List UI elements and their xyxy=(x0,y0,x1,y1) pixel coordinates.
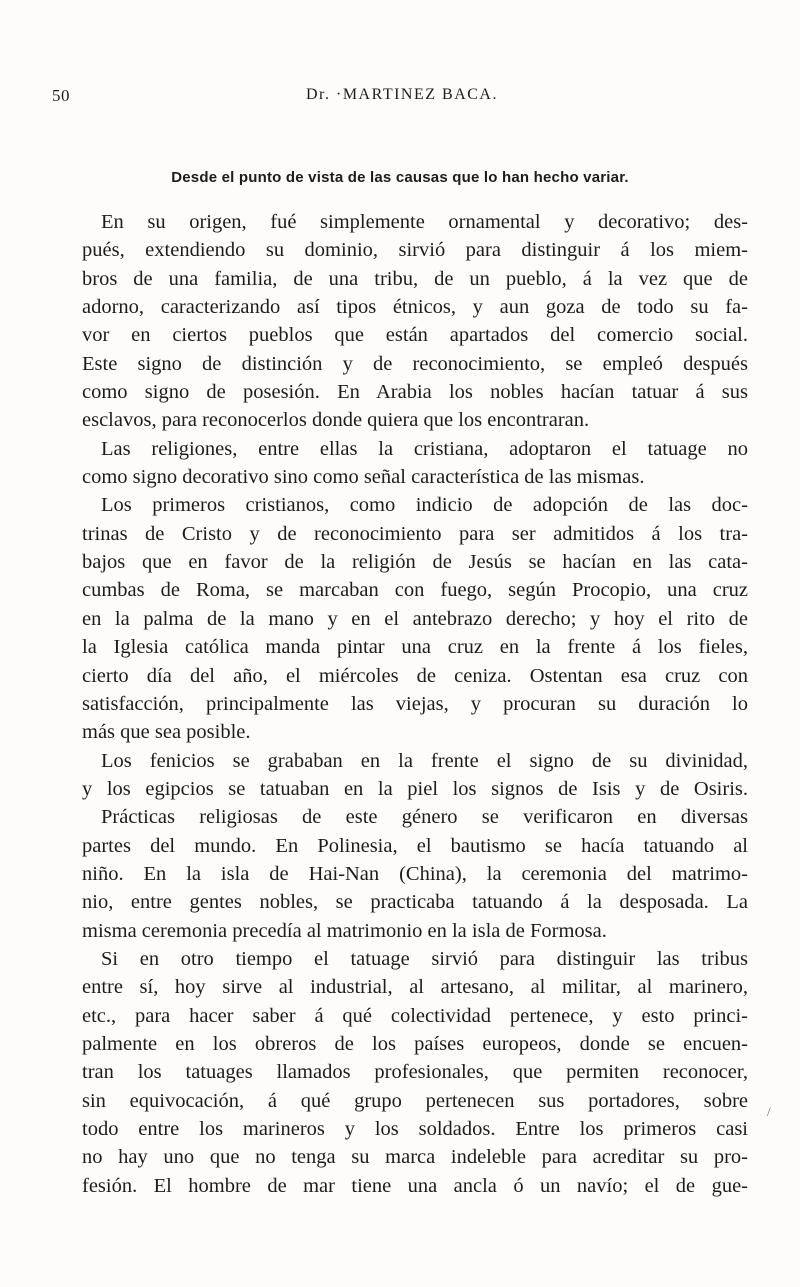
text-line: más que sea posible. xyxy=(82,721,251,744)
text-line: bajos que en favor de la religión de Jesús se hacían en las cata- xyxy=(82,551,748,574)
running-head: Dr. ·MARTINEZ BACA. xyxy=(306,86,498,103)
text-line: cumbas de Roma, se marcaban con fuego, según Procopio, una cruz xyxy=(82,579,748,602)
body-text xyxy=(82,208,748,1200)
text-line: como signo de posesión. En Arabia los nobles hacían tatuar á sus xyxy=(82,381,748,404)
text-line: esclavos, para reconocerlos donde quiera que los encontraran. xyxy=(82,409,590,432)
text-line: como signo decorativo sino como señal característica de las mismas. xyxy=(82,466,645,489)
text-line: misma ceremonia precedía al matrimonio en la isla de Formosa. xyxy=(82,919,607,942)
text-line: trinas de Cristo y de reconocimiento para ser admitidos á los tra- xyxy=(82,522,748,545)
text-line: niño. En la isla de Hai-Nan (China), la ceremonia del matrimo- xyxy=(82,862,748,885)
page-header xyxy=(52,86,752,114)
text-line: Los primeros cristianos, como indicio de adopción de las doc- xyxy=(101,494,748,517)
text-line: la Iglesia católica manda pintar una cruz en la frente á los fieles, xyxy=(82,636,748,659)
text-line: y los egipcios se tatuaban en la piel los signos de Isis y de Osiris. xyxy=(82,777,748,800)
text-line: tran los tatuages llamados profesionales, que permiten reconocer, xyxy=(82,1061,748,1084)
text-line: Prácticas religiosas de este género se verificaron en diversas xyxy=(101,806,748,829)
margin-mark: / xyxy=(767,1104,771,1119)
text-line: fesión. El hombre de mar tiene una ancla ó un navío; el de gue- xyxy=(82,1174,748,1197)
text-line: Este signo de distinción y de reconocimiento, se empleó después xyxy=(82,352,748,375)
text-line: Las religiones, entre ellas la cristiana, adoptaron el tatuage no xyxy=(101,437,748,460)
text-line: vor en ciertos pueblos que están apartados del comercio social. xyxy=(82,324,748,347)
text-line: bros de una familia, de una tribu, de un pueblo, á la vez que de xyxy=(82,267,748,290)
text-line: en la palma de la mano y en el antebrazo derecho; y hoy el rito de xyxy=(82,607,748,630)
text-line: no hay uno que no tenga su marca indeleble para acreditar su pro- xyxy=(82,1146,748,1169)
text-line: sin equivocación, á qué grupo pertenecen sus portadores, sobre xyxy=(82,1089,748,1112)
text-line: pués, extendiendo su dominio, sirvió para distinguir á los miem- xyxy=(82,239,748,262)
text-line: Los fenicios se grababan en la frente el signo de su divinidad, xyxy=(101,749,748,772)
text-line: entre sí, hoy sirve al industrial, al artesano, al militar, al marinero, xyxy=(82,976,748,999)
text-line: En su origen, fué simplemente ornamental y decorativo; des- xyxy=(101,211,748,233)
text-line: partes del mundo. En Polinesia, el bautismo se hacía tatuando al xyxy=(82,834,748,857)
section-subtitle: Desde el punto de vista de las causas que lo han hecho variar. xyxy=(171,169,629,186)
text-line: adorno, caracterizando así tipos étnicos, y aun goza de todo su fa- xyxy=(82,296,748,319)
text-line: satisfacción, principalmente las viejas, y procuran su duración lo xyxy=(82,692,748,715)
page-number: 50 xyxy=(52,86,70,105)
text-line: Si en otro tiempo el tatuage sirvió para distinguir las tribus xyxy=(101,947,748,970)
text-line: palmente en los obreros de los países europeos, donde se encuen- xyxy=(82,1032,748,1055)
text-line: cierto día del año, el miércoles de ceniza. Ostentan esa cruz con xyxy=(82,664,748,687)
text-line: nio, entre gentes nobles, se practicaba tatuando á la desposada. La xyxy=(82,891,748,914)
text-line: etc., para hacer saber á qué colectividad pertenece, y esto princi- xyxy=(82,1004,748,1027)
text-line: todo entre los marineros y los soldados. Entre los primeros casi xyxy=(82,1118,748,1140)
